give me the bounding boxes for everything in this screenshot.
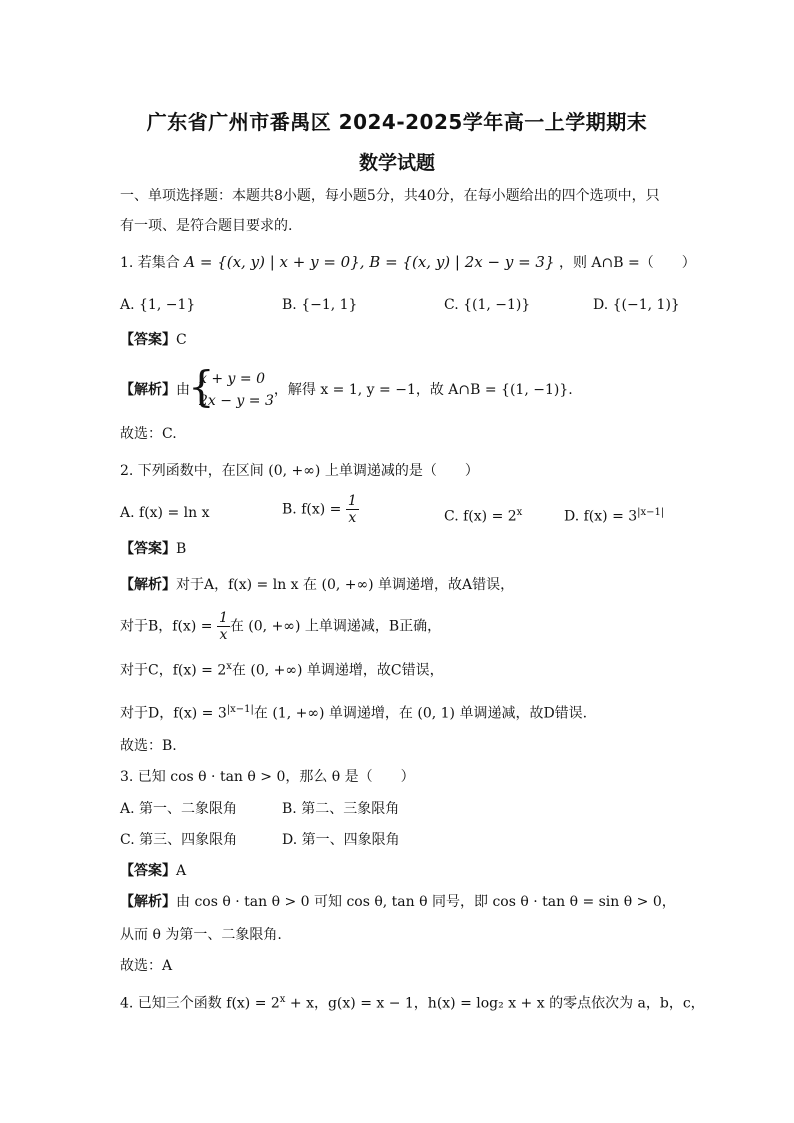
q1-analysis-pre: 由 [176,382,190,398]
q3-conclusion: 故选：A [120,958,173,974]
q2-option-d-base: D. f(x) = 3 [564,508,638,525]
q1-option-d: D. {(−1, 1)} [593,297,680,313]
q4-stem [120,990,705,1014]
q1-answer [120,330,187,350]
q1-equation-system [188,362,274,412]
q1-analysis-post: ，解得 x = 1, y = −1，故 A∩B = {(1, −1)}. [273,382,573,398]
q3-option-d: D. 第一、四象限角 [282,832,400,848]
q3-option-a: A. 第一、二象限角 [120,801,238,817]
q1-set-b: B = {(x, y) | 2x − y = 3} [369,253,555,271]
q2-analysis-d-post: 在 (1, +∞) 单调递增，在 (0, 1) 单调递减，故D错误. [253,705,588,722]
q3-answer-value: A [176,863,187,879]
q2-answer [120,539,186,559]
q2-analysis-line3 [120,657,444,681]
q2-option-c [444,503,522,527]
fraction-denominator: x [348,510,357,526]
q1-stem [120,252,696,273]
q3-analysis-line2: 从而 θ 为第一、二象限角. [120,927,282,943]
fraction-numerator: 1 [347,493,357,509]
q1-option-c: C. {(1, −1)} [444,297,531,313]
q2-stem: 2. 下列函数中，在区间 (0, +∞) 上单调递减的是（ ） [120,463,479,479]
q2-option-d-exponent: |x−1| [637,507,665,518]
q1-conclusion: 故选：C. [120,426,177,442]
q4-stem-pre: 4. 已知三个函数 f(x) = 2 [120,995,280,1012]
q2-analysis-tag: 【解析】 [120,577,176,593]
q3-option-c: C. 第三、四象限角 [120,832,238,848]
q1-sep: , [359,253,370,271]
q2-analysis-line1 [120,575,514,595]
q3-analysis-tag: 【解析】 [120,894,176,910]
q2-option-c-exponent: x [516,507,523,518]
q2-analysis-c-exp: x [226,661,232,672]
q1-stem-prefix: 1. 若集合 [120,255,180,271]
q4-stem-post: + x，g(x) = x − 1，h(x) = log₂ x + x 的零点依次为 a，b，c， [285,995,705,1012]
document-subtitle: 数学试题 [358,152,435,174]
fraction-denominator: x [219,627,228,643]
q1-set-a: A = {(x, y) | x + y = 0} [184,253,360,271]
q2-analysis-d-exp: |x−1| [226,704,254,715]
q3-stem: 3. 已知 cos θ · tan θ > 0，那么 θ 是（ ） [120,769,415,785]
q1-option-b: B. {−1, 1} [282,297,358,313]
q2-analysis-d-pre: 对于D，f(x) = 3 [120,705,227,722]
section-heading-line2: 有一项、是符合题目要求的. [120,218,293,234]
q2-analysis-c-pre: 对于C，f(x) = 2 [120,662,227,679]
q1-eq2: 2x − y = 3 [199,393,274,409]
fraction-numerator: 1 [218,610,228,626]
document-title: 广东省广州市番禺区 2024-2025学年高一上学期期末 [146,110,648,134]
q2-analysis-a: 对于A，f(x) = ln x 在 (0, +∞) 单调递增，故A错误， [176,577,515,593]
q2-answer-value: B [176,541,187,557]
q2-option-b [282,493,359,526]
brace-glyph: { [188,362,215,411]
q1-stem-suffix: ，则 A∩B =（ ） [558,255,696,271]
q1-analysis-tag: 【解析】 [120,382,176,398]
q2-analysis-b-post: 在 (0, +∞) 上单调递减，B正确， [229,618,442,635]
q2-analysis-c-post: 在 (0, +∞) 单调递增，故C错误， [231,662,444,679]
section-heading-line1: 一、单项选择题：本题共8小题，每小题5分，共40分，在每小题给出的四个选项中，只 [120,188,660,204]
q3-analysis-text: 由 cos θ · tan θ > 0 可知 cos θ, tan θ 同号，即 cos θ · tan θ = sin θ > 0， [176,894,676,910]
q2-analysis-line2 [120,610,441,643]
q2-option-a: A. f(x) = ln x [120,505,210,521]
q2-answer-tag: 【答案】 [120,541,176,557]
q3-option-b: B. 第二、三象限角 [282,801,400,817]
q2-option-b-fraction [346,493,359,526]
q1-answer-tag: 【答案】 [120,332,176,348]
q2-conclusion: 故选：B. [120,738,177,754]
q1-analysis [120,362,573,412]
q2-analysis-b-pre: 对于B，f(x) = [120,618,213,635]
q1-eq1: x + y = 0 [199,371,265,387]
q2-option-c-base: C. f(x) = 2 [444,508,517,525]
q2-analysis-fraction [217,610,230,643]
q3-answer [120,861,186,881]
q2-option-d [564,503,664,527]
q2-option-b-label: B. f(x) = [282,501,342,518]
q2-analysis-line4 [120,700,587,724]
q1-option-a: A. {1, −1} [120,297,196,313]
q3-answer-tag: 【答案】 [120,863,176,879]
q4-stem-exp: x [279,994,286,1005]
q3-analysis-line1 [120,892,676,912]
q1-answer-value: C [176,332,187,348]
